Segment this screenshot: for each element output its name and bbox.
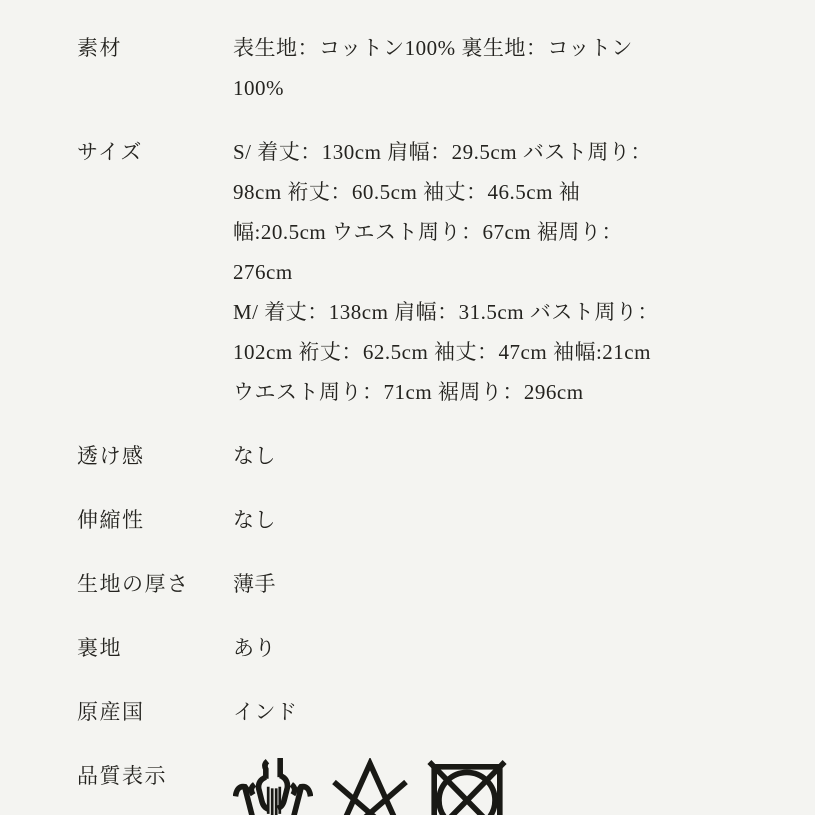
spec-value bbox=[233, 756, 507, 815]
hand-wash-icon bbox=[233, 758, 313, 815]
spec-row bbox=[77, 756, 775, 815]
spec-label: 素材 bbox=[77, 36, 122, 60]
spec-value-line: 102cm 裄丈：62.5cm 袖丈：47cm 袖幅:21cm bbox=[233, 340, 651, 364]
spec-label: 透け感 bbox=[77, 444, 145, 468]
spec-value-line: インド bbox=[233, 700, 298, 724]
spec-value-line: なし bbox=[233, 508, 276, 532]
spec-value-line: 100% bbox=[233, 76, 284, 100]
spec-value bbox=[233, 132, 659, 412]
spec-value-line: M/ 着丈：138cm 肩幅：31.5cm バスト周り： bbox=[233, 300, 659, 324]
spec-label: 品質表示 bbox=[77, 764, 167, 788]
spec-row bbox=[77, 628, 775, 668]
do-not-bleach-icon bbox=[330, 758, 410, 815]
spec-value-line: なし bbox=[233, 444, 276, 468]
spec-label: 生地の厚さ bbox=[77, 572, 190, 596]
spec-row bbox=[77, 28, 775, 108]
care-symbols bbox=[233, 758, 507, 815]
spec-label: 伸縮性 bbox=[77, 508, 145, 532]
spec-value-line: 薄手 bbox=[233, 572, 276, 596]
spec-value bbox=[233, 628, 276, 668]
spec-label: 裏地 bbox=[77, 636, 122, 660]
spec-value-line: 98cm 裄丈：60.5cm 袖丈：46.5cm 袖 bbox=[233, 180, 581, 204]
spec-label: サイズ bbox=[77, 140, 143, 164]
spec-label: 原産国 bbox=[77, 700, 145, 724]
spec-value-line: 幅:20.5cm ウエスト周り：67cm 裾周り： bbox=[233, 220, 623, 244]
spec-row bbox=[77, 692, 775, 732]
spec-row bbox=[77, 564, 775, 604]
spec-row bbox=[77, 500, 775, 540]
spec-value bbox=[233, 692, 298, 732]
spec-value-line: 表生地：コットン100% 裏生地：コットン bbox=[233, 36, 633, 60]
spec-value bbox=[233, 28, 633, 108]
product-spec-table bbox=[77, 28, 775, 815]
spec-value bbox=[233, 500, 276, 540]
spec-value-line: 276cm bbox=[233, 260, 293, 284]
spec-value-line: ウエスト周り：71cm 裾周り：296cm bbox=[233, 380, 584, 404]
spec-value-line: あり bbox=[233, 636, 276, 660]
spec-row bbox=[77, 436, 775, 476]
spec-value bbox=[233, 564, 276, 604]
spec-row bbox=[77, 132, 775, 412]
spec-value-line: S/ 着丈：130cm 肩幅：29.5cm バスト周り： bbox=[233, 140, 652, 164]
do-not-tumble-dry-icon bbox=[427, 758, 507, 815]
spec-value bbox=[233, 436, 276, 476]
